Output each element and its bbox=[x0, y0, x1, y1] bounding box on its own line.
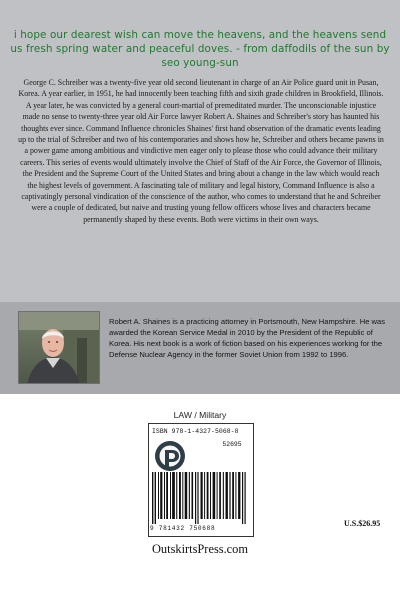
publisher-website: OutskirtsPress.com bbox=[151, 542, 249, 556]
category-label: LAW / Military bbox=[173, 410, 227, 420]
synopsis-text: George C. Schreiber was a twenty-five year old second lieutenant in charge of an Air Police guard unit in Pusan, Korea. A year earlier, in 1951, he had innocently been teaching fifth and sixth grade children in Brookfield, Illinois. A year later, he was convicted by a general court-martial of premeditated murder. The unconscionable injustice made no sense to twenty-three year old Air Force lawyer Robert A. Shaines and Schreiber's story has haunted his thoughts ever since. Command Influence chronicles Shaines' first hand observation of the dramatic events leading up to the trial of Schreiber and two of his contemporaries and shows how he, Schreiber and others became pawns in a power game among ambitious and vindictive men eager only to please those who could advance their military careers. This series of events would ultimately involve the Chief of Staff of the Air Force, the Governor of Illinois, the President and the Supreme Court of the United States and bring about a change in the law which would reach the highest levels of government. A fascinating tale of military and legal history, Command Influence is also a captivatingly personal vindication of the conscience of the author, who comes to understand that he and Schreiber were a couple of dedicated, but naive and trusting young fellow officers whose lives and characters became permanently shaped by these events. Both were victims in their own ways. bbox=[18, 78, 384, 224]
epigraph-quote: i hope our dearest wish can move the heavens, and the heavens send us fresh spring water and peaceful doves. - from daffodils of the sun by seo young-sun bbox=[10, 29, 390, 69]
price-label: U.S.$26.95 bbox=[344, 519, 381, 528]
barcode-digits: 9 781432 750688 bbox=[150, 525, 216, 532]
author-photo bbox=[18, 311, 100, 384]
price-addon-code: 52695 bbox=[222, 441, 242, 448]
isbn-label: ISBN 978-1-4327-5068-8 bbox=[152, 428, 239, 435]
author-bio-text: Robert A. Shaines is a practicing attorney in Portsmouth, New Hampshire. He was awarded the Korean Service Medal in 2010 by the President of the Republic of Korea. His next book is a work of fiction based on his experiences working for the Defense Nuclear Agency in the former Soviet Union from 1992 to 1996. bbox=[109, 317, 386, 359]
author-photo-illustration bbox=[19, 312, 100, 384]
barcode-icon bbox=[152, 472, 249, 524]
